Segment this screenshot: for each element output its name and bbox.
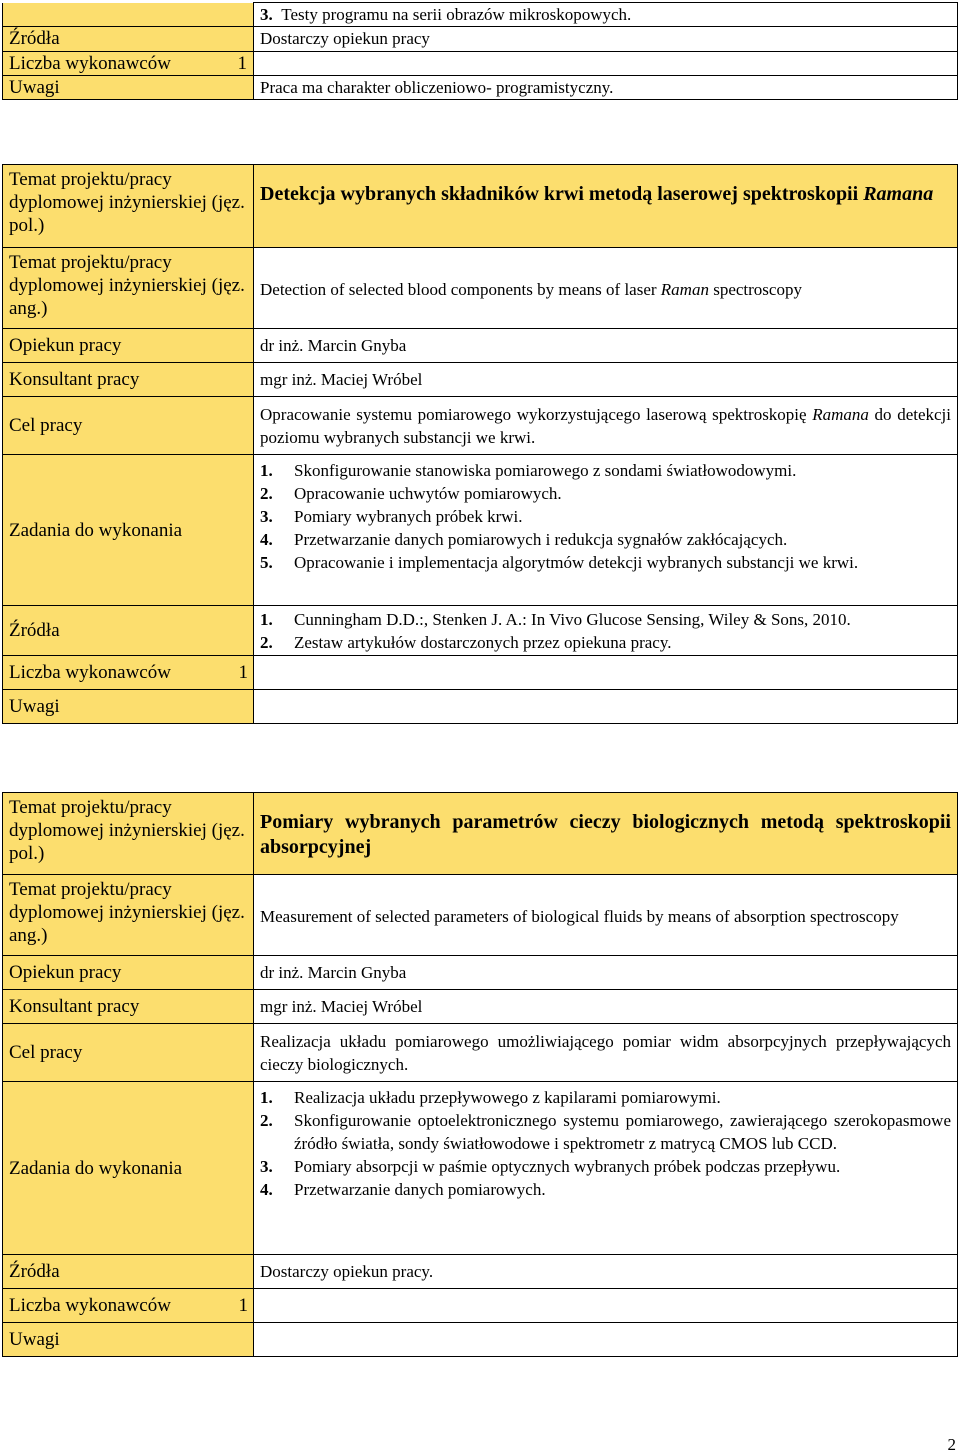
p1-source-list xyxy=(260,608,951,654)
top-liczba-label-text: Liczba wykonawców xyxy=(9,53,171,74)
project1-table xyxy=(2,164,958,724)
p2-liczba-label-text: Liczba wykonawców xyxy=(9,1295,171,1316)
p1-cel-post: do detekcji poziomu wybranych substancji we krwi. xyxy=(260,404,952,447)
p1-title-en-pre: Detection of selected blood components by means of laser xyxy=(260,280,661,299)
p1-task-item: Opracowanie uchwytów pomiarowych. xyxy=(294,484,562,503)
top-liczba-label xyxy=(3,52,254,76)
p1-title-en-post: spectroscopy xyxy=(708,280,802,299)
p1-cel-value xyxy=(254,397,958,455)
p1-source-item: Zestaw artykułów dostarczonych przez opiekuna pracy. xyxy=(294,633,672,652)
p2-temat-en-label: Temat projektu/pracy dyplomowej inżynierskiej (jęz. ang.) xyxy=(3,875,254,956)
p2-opiekun-value: dr inż. Marcin Gnyba xyxy=(254,956,958,990)
p1-konsultant-label: Konsultant pracy xyxy=(3,363,254,397)
top-liczba-value: 1 xyxy=(237,53,247,74)
p2-task-item: Skonfigurowanie optoelektronicznego systemu pomiarowego, zawierającego szerokopasmowe źródło światła, sondy światłowodowe i spektrometr z matrycą CMOS lub CCD. xyxy=(294,1111,951,1153)
top-continuation-table xyxy=(2,2,958,100)
project2-table xyxy=(2,792,958,1357)
p2-zadania-value xyxy=(254,1082,958,1255)
p1-cel-pre: Opracowanie systemu pomiarowego wykorzystującego laserową spektroskopię xyxy=(260,404,813,424)
p2-temat-pl-label: Temat projektu/pracy dyplomowej inżynierskiej (jęz. pol.) xyxy=(3,793,254,875)
p2-zrodla-value: Dostarczy opiekun pracy. xyxy=(254,1255,958,1289)
p1-task-item: Opracowanie i implementacja algorytmów detekcji wybranych substancji we krwi. xyxy=(294,553,859,572)
p2-task-item: Pomiary absorpcji w paśmie optycznych wybranych próbek podczas przepływu. xyxy=(294,1157,841,1176)
p2-title-pl-cell xyxy=(254,793,958,875)
p1-opiekun-label: Opiekun pracy xyxy=(3,329,254,363)
p1-zadania-label: Zadania do wykonania xyxy=(3,455,254,606)
p2-opiekun-label: Opiekun pracy xyxy=(3,956,254,990)
p1-cel-emph: Ramana xyxy=(812,404,869,424)
p2-liczba-value: 1 xyxy=(238,1295,248,1316)
page-number: 2 xyxy=(947,1435,956,1454)
p1-title-pl xyxy=(254,165,957,207)
p1-title-pl-cell xyxy=(254,165,958,248)
p1-task-item: Pomiary wybranych próbek krwi. xyxy=(294,507,523,526)
p2-konsultant-value: mgr inż. Maciej Wróbel xyxy=(254,990,958,1024)
p2-konsultant-label: Konsultant pracy xyxy=(3,990,254,1024)
p1-uwagi-value xyxy=(254,690,958,724)
p2-task-item: Realizacja układu przepływowego z kapilarami pomiarowymi. xyxy=(294,1088,721,1107)
p1-title-pl-text: Detekcja wybranych składników krwi metodą laserowej spektroskopii xyxy=(260,183,864,205)
p1-zrodla-label: Źródła xyxy=(3,606,254,656)
p2-liczba-empty xyxy=(254,1289,958,1323)
p2-uwagi-label: Uwagi xyxy=(3,1323,254,1357)
p2-cel-value: Realizacja układu pomiarowego umożliwiającego pomiar widm absorpcyjnych przepływających cieczy biologicznych. xyxy=(254,1024,958,1082)
p2-task-list xyxy=(260,1086,951,1201)
top-label-blank xyxy=(3,3,254,27)
top-task-text: Testy programu na serii obrazów mikroskopowych. xyxy=(281,5,632,24)
p2-uwagi-value xyxy=(254,1323,958,1357)
p2-zrodla-label: Źródła xyxy=(3,1255,254,1289)
p1-title-en-emph: Raman xyxy=(660,280,709,299)
p1-temat-en-label: Temat projektu/pracy dyplomowej inżynierskiej (jęz. ang.) xyxy=(3,248,254,329)
p1-source-item: Cunningham D.D.:, Stenken J. A.: In Vivo Glucose Sensing, Wiley & Sons, 2010. xyxy=(294,610,851,629)
p1-title-en xyxy=(254,248,958,329)
p1-uwagi-label: Uwagi xyxy=(3,690,254,724)
p1-liczba-value: 1 xyxy=(238,662,248,683)
p1-task-list xyxy=(260,459,951,574)
top-zrodla-label: Źródła xyxy=(3,27,254,52)
p1-temat-pl-label: Temat projektu/pracy dyplomowej inżynierskiej (jęz. pol.) xyxy=(3,165,254,248)
p2-title-pl: Pomiary wybranych parametrów cieczy biologicznych metodą spektroskopii absorpcyjnej xyxy=(260,811,951,858)
p2-cel-label: Cel pracy xyxy=(3,1024,254,1082)
p2-title-en: Measurement of selected parameters of biological fluids by means of absorption spectroscopy xyxy=(254,875,958,956)
p1-zrodla-value xyxy=(254,606,958,656)
p1-opiekun-value: dr inż. Marcin Gnyba xyxy=(254,329,958,363)
p1-zadania-value xyxy=(254,455,958,606)
top-task-item: 3. Testy programu na serii obrazów mikroskopowych. xyxy=(254,3,958,27)
top-uwagi-value: Praca ma charakter obliczeniowo- programistyczny. xyxy=(254,76,958,100)
p2-zadania-label: Zadania do wykonania xyxy=(3,1082,254,1255)
p2-liczba-label xyxy=(3,1289,254,1323)
p1-liczba-empty xyxy=(254,656,958,690)
p1-liczba-label-text: Liczba wykonawców xyxy=(9,662,171,683)
top-zrodla-value: Dostarczy opiekun pracy xyxy=(254,27,958,52)
p1-task-item: Przetwarzanie danych pomiarowych i redukcja sygnałów zakłócających. xyxy=(294,530,788,549)
top-uwagi-label: Uwagi xyxy=(3,76,254,100)
p1-liczba-label xyxy=(3,656,254,690)
p1-cel-label: Cel pracy xyxy=(3,397,254,455)
top-liczba-empty xyxy=(254,52,958,76)
p1-title-pl-emph: Ramana xyxy=(863,183,934,205)
p2-task-item: Przetwarzanie danych pomiarowych. xyxy=(294,1180,546,1199)
p1-konsultant-value: mgr inż. Maciej Wróbel xyxy=(254,363,958,397)
p1-task-item: Skonfigurowanie stanowiska pomiarowego z sondami światłowodowymi. xyxy=(294,461,797,480)
